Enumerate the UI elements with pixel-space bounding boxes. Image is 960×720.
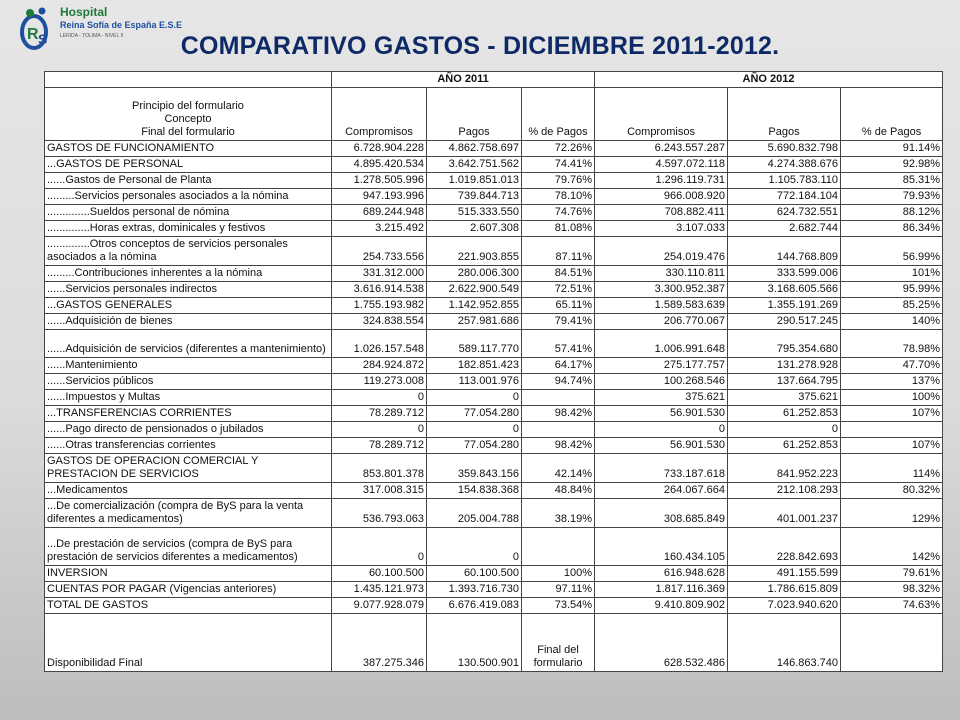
cell-pct-pagos-2012 — [841, 614, 943, 672]
cell-pagos-2012: 1.105.783.110 — [728, 173, 841, 189]
row-concept-label: ......Servicios públicos — [45, 374, 332, 390]
cell-pagos-2011: 0 — [427, 390, 522, 406]
cell-pct-pagos-2012: 88.12% — [841, 205, 943, 221]
cell-pagos-2012: 3.168.605.566 — [728, 282, 841, 298]
cell-pct-pagos-2011: 94.74% — [522, 374, 595, 390]
cell-pct-pagos-2012: 74.63% — [841, 598, 943, 614]
cell-pagos-2012: 1.786.615.809 — [728, 582, 841, 598]
cell-compromisos-2012: 616.948.628 — [595, 566, 728, 582]
svg-text:S: S — [38, 31, 48, 47]
cell-pagos-2011: 2.622.900.549 — [427, 282, 522, 298]
cell-pct-pagos-2012: 140% — [841, 314, 943, 330]
table-row — [45, 438, 943, 454]
cell-pct-pagos-2012: 47.70% — [841, 358, 943, 374]
cell-compromisos-2012: 6.243.557.287 — [595, 141, 728, 157]
table-row — [45, 330, 943, 358]
table-body — [45, 141, 943, 672]
cell-pagos-2011: 1.019.851.013 — [427, 173, 522, 189]
table-row — [45, 221, 943, 237]
table-row — [45, 314, 943, 330]
cell-pct-pagos-2011: 98.42% — [522, 406, 595, 422]
cell-compromisos-2011: 947.193.996 — [332, 189, 427, 205]
table-row — [45, 374, 943, 390]
cell-pagos-2012: 333.599.006 — [728, 266, 841, 282]
cell-pct-pagos-2011: 74.41% — [522, 157, 595, 173]
cell-compromisos-2011: 254.733.556 — [332, 237, 427, 266]
year-header-row — [45, 72, 943, 88]
cell-pagos-2011: 6.676.419.083 — [427, 598, 522, 614]
cell-pct-pagos-2011: 87.11% — [522, 237, 595, 266]
row-concept-label: INVERSION — [45, 566, 332, 582]
cell-pagos-2012: 1.355.191.269 — [728, 298, 841, 314]
cell-compromisos-2011: 0 — [332, 528, 427, 566]
cell-pagos-2011: 113.001.976 — [427, 374, 522, 390]
page-title: COMPARATIVO GASTOS - DICIEMBRE 2011-2012. — [180, 32, 780, 60]
cell-pagos-2011: 130.500.901 — [427, 614, 522, 672]
row-concept-label: CUENTAS POR PAGAR (Vigencias anteriores) — [45, 582, 332, 598]
row-concept-label: ......Gastos de Personal de Planta — [45, 173, 332, 189]
cell-pagos-2012: 290.517.245 — [728, 314, 841, 330]
table-row — [45, 422, 943, 438]
cell-pct-pagos-2012: 85.25% — [841, 298, 943, 314]
cell-pagos-2011: 60.100.500 — [427, 566, 522, 582]
cell-pagos-2012: 2.682.744 — [728, 221, 841, 237]
cell-pagos-2012: 228.842.693 — [728, 528, 841, 566]
cell-compromisos-2011: 317.008.315 — [332, 483, 427, 499]
col-pct-pagos-2011: % de Pagos — [522, 88, 595, 141]
cell-pct-pagos-2012: 85.31% — [841, 173, 943, 189]
cell-pagos-2012: 61.252.853 — [728, 406, 841, 422]
row-concept-label: ......Impuestos y Multas — [45, 390, 332, 406]
cell-compromisos-2012: 1.817.116.369 — [595, 582, 728, 598]
cell-pct-pagos-2011: 57.41% — [522, 330, 595, 358]
cell-compromisos-2011: 1.755.193.982 — [332, 298, 427, 314]
cell-compromisos-2011: 78.289.712 — [332, 406, 427, 422]
table-row — [45, 454, 943, 483]
col-compromisos-2011: Compromisos — [332, 88, 427, 141]
cell-pct-pagos-2012: 100% — [841, 390, 943, 406]
cell-compromisos-2012: 56.901.530 — [595, 406, 728, 422]
cell-pct-pagos-2012: 101% — [841, 266, 943, 282]
cell-compromisos-2011: 119.273.008 — [332, 374, 427, 390]
cell-pct-pagos-2012: 56.99% — [841, 237, 943, 266]
cell-compromisos-2012: 206.770.067 — [595, 314, 728, 330]
cell-pct-pagos-2012: 92.98% — [841, 157, 943, 173]
cell-pct-pagos-2011: 65.11% — [522, 298, 595, 314]
row-concept-label: ...De prestación de servicios (compra de ByS para prestación de servicios diferentes a medicamentos) — [45, 528, 332, 566]
cell-pct-pagos-2012: 137% — [841, 374, 943, 390]
cell-compromisos-2012: 254.019.476 — [595, 237, 728, 266]
cell-pagos-2012: 491.155.599 — [728, 566, 841, 582]
row-concept-label: ......Adquisición de servicios (diferentes a mantenimiento) — [45, 330, 332, 358]
cell-pagos-2012: 0 — [728, 422, 841, 438]
table-row — [45, 483, 943, 499]
cell-pct-pagos-2011: 97.11% — [522, 582, 595, 598]
cell-pct-pagos-2011: 73.54% — [522, 598, 595, 614]
cell-pct-pagos-2012: 91.14% — [841, 141, 943, 157]
row-concept-label: ......Otras transferencias corrientes — [45, 438, 332, 454]
cell-pagos-2012: 795.354.680 — [728, 330, 841, 358]
cell-compromisos-2012: 708.882.411 — [595, 205, 728, 221]
cell-pct-pagos-2012: 98.32% — [841, 582, 943, 598]
cell-pagos-2012: 144.768.809 — [728, 237, 841, 266]
table-row — [45, 390, 943, 406]
cell-compromisos-2011: 324.838.554 — [332, 314, 427, 330]
cell-pct-pagos-2012: 107% — [841, 406, 943, 422]
cell-pagos-2011: 4.862.758.697 — [427, 141, 522, 157]
table-row — [45, 298, 943, 314]
expenses-table — [44, 71, 943, 672]
logo-location: LERIDA - TOLIMA - NIVEL II — [60, 33, 124, 39]
svg-text:R: R — [27, 26, 39, 43]
cell-pct-pagos-2011: 98.42% — [522, 438, 595, 454]
cell-compromisos-2011: 284.924.872 — [332, 358, 427, 374]
cell-pct-pagos-2012: 79.61% — [841, 566, 943, 582]
row-concept-label: ......Pago directo de pensionados o jubilados — [45, 422, 332, 438]
year-2011-header: AÑO 2011 — [332, 72, 595, 88]
cell-compromisos-2011: 3.616.914.538 — [332, 282, 427, 298]
cell-pct-pagos-2012: 86.34% — [841, 221, 943, 237]
row-concept-label: ..............Sueldos personal de nómina — [45, 205, 332, 221]
cell-pagos-2011: 77.054.280 — [427, 438, 522, 454]
concept-label: Concepto — [164, 113, 212, 125]
cell-pct-pagos-2012: 107% — [841, 438, 943, 454]
cell-pct-pagos-2012: 95.99% — [841, 282, 943, 298]
cell-compromisos-2012: 3.300.952.387 — [595, 282, 728, 298]
row-concept-label: .........Servicios personales asociados a la nómina — [45, 189, 332, 205]
cell-pct-pagos-2012: 79.93% — [841, 189, 943, 205]
table-row — [45, 141, 943, 157]
table-row — [45, 266, 943, 282]
cell-compromisos-2012: 1.296.119.731 — [595, 173, 728, 189]
cell-pagos-2012: 61.252.853 — [728, 438, 841, 454]
col-pagos-2012: Pagos — [728, 88, 841, 141]
row-concept-label: ...GASTOS GENERALES — [45, 298, 332, 314]
cell-pct-pagos-2011: 64.17% — [522, 358, 595, 374]
table-row — [45, 358, 943, 374]
cell-pagos-2012: 137.664.795 — [728, 374, 841, 390]
cell-pct-pagos-2012: 80.32% — [841, 483, 943, 499]
cell-pct-pagos-2011: 79.76% — [522, 173, 595, 189]
cell-pagos-2012: 7.023.940.620 — [728, 598, 841, 614]
cell-pagos-2011: 280.006.300 — [427, 266, 522, 282]
cell-pagos-2011: 154.838.368 — [427, 483, 522, 499]
row-concept-label: Disponibilidad Final — [45, 614, 332, 672]
cell-pagos-2011: 0 — [427, 422, 522, 438]
cell-compromisos-2012: 308.685.849 — [595, 499, 728, 528]
cell-pagos-2011: 589.117.770 — [427, 330, 522, 358]
cell-pct-pagos-2012: 142% — [841, 528, 943, 566]
cell-compromisos-2012: 733.187.618 — [595, 454, 728, 483]
table-row — [45, 582, 943, 598]
row-concept-label: ......Mantenimiento — [45, 358, 332, 374]
cell-pagos-2011: 0 — [427, 528, 522, 566]
row-concept-label: ..............Otros conceptos de servicios personales asociados a la nómina — [45, 237, 332, 266]
table-row — [45, 528, 943, 566]
cell-pagos-2011: 1.142.952.855 — [427, 298, 522, 314]
cell-compromisos-2012: 56.901.530 — [595, 438, 728, 454]
row-concept-label: ...Medicamentos — [45, 483, 332, 499]
cell-pagos-2012: 401.001.237 — [728, 499, 841, 528]
table-row — [45, 237, 943, 266]
cell-compromisos-2012: 1.589.583.639 — [595, 298, 728, 314]
concept-header — [45, 88, 332, 141]
cell-compromisos-2011: 6.728.904.228 — [332, 141, 427, 157]
row-concept-label: TOTAL DE GASTOS — [45, 598, 332, 614]
cell-compromisos-2011: 1.278.505.996 — [332, 173, 427, 189]
row-concept-label: ...GASTOS DE PERSONAL — [45, 157, 332, 173]
cell-pct-pagos-2011: 42.14% — [522, 454, 595, 483]
cell-pagos-2011: 2.607.308 — [427, 221, 522, 237]
cell-compromisos-2011: 1.435.121.973 — [332, 582, 427, 598]
cell-pct-pagos-2012: 129% — [841, 499, 943, 528]
cell-compromisos-2011: 536.793.063 — [332, 499, 427, 528]
cell-pct-pagos-2011: 78.10% — [522, 189, 595, 205]
cell-compromisos-2012: 628.532.486 — [595, 614, 728, 672]
cell-pct-pagos-2011: Final del formulario — [522, 614, 595, 672]
table-row — [45, 189, 943, 205]
cell-compromisos-2011: 9.077.928.079 — [332, 598, 427, 614]
column-header-row — [45, 88, 943, 141]
row-concept-label: ...TRANSFERENCIAS CORRIENTES — [45, 406, 332, 422]
cell-pagos-2011: 221.903.855 — [427, 237, 522, 266]
table-row — [45, 157, 943, 173]
cell-pagos-2011: 3.642.751.562 — [427, 157, 522, 173]
cell-pagos-2011: 739.844.713 — [427, 189, 522, 205]
cell-pagos-2011: 1.393.716.730 — [427, 582, 522, 598]
cell-pct-pagos-2011: 72.26% — [522, 141, 595, 157]
cell-pagos-2011: 257.981.686 — [427, 314, 522, 330]
table-row — [45, 173, 943, 189]
table-row — [45, 205, 943, 221]
logo-hospital-name: Reina Sofía de España E.S.E — [60, 20, 183, 30]
cell-compromisos-2011: 78.289.712 — [332, 438, 427, 454]
cell-compromisos-2011: 1.026.157.548 — [332, 330, 427, 358]
cell-pct-pagos-2011: 38.19% — [522, 499, 595, 528]
table-row — [45, 566, 943, 582]
cell-pct-pagos-2012: 78.98% — [841, 330, 943, 358]
row-concept-label: ...De comercialización (compra de ByS para la venta diferentes a medicamentos) — [45, 499, 332, 528]
cell-pagos-2011: 515.333.550 — [427, 205, 522, 221]
cell-compromisos-2012: 275.177.757 — [595, 358, 728, 374]
cell-compromisos-2012: 3.107.033 — [595, 221, 728, 237]
cell-compromisos-2012: 9.410.809.902 — [595, 598, 728, 614]
cell-pct-pagos-2011: 81.08% — [522, 221, 595, 237]
cell-pagos-2012: 212.108.293 — [728, 483, 841, 499]
col-compromisos-2012: Compromisos — [595, 88, 728, 141]
cell-compromisos-2011: 60.100.500 — [332, 566, 427, 582]
cell-pct-pagos-2011: 100% — [522, 566, 595, 582]
cell-pagos-2012: 375.621 — [728, 390, 841, 406]
row-concept-label: ......Servicios personales indirectos — [45, 282, 332, 298]
table-row — [45, 499, 943, 528]
table-row — [45, 406, 943, 422]
cell-pagos-2011: 77.054.280 — [427, 406, 522, 422]
cell-compromisos-2012: 1.006.991.648 — [595, 330, 728, 358]
cell-compromisos-2011: 3.215.492 — [332, 221, 427, 237]
cell-compromisos-2011: 331.312.000 — [332, 266, 427, 282]
cell-compromisos-2011: 4.895.420.534 — [332, 157, 427, 173]
cell-pct-pagos-2012: 114% — [841, 454, 943, 483]
cell-pct-pagos-2011: 48.84% — [522, 483, 595, 499]
cell-pct-pagos-2011 — [522, 390, 595, 406]
logo-hospital-label: Hospital — [60, 5, 108, 19]
empty-corner-cell — [45, 72, 332, 88]
cell-compromisos-2011: 0 — [332, 390, 427, 406]
cell-pct-pagos-2011: 74.76% — [522, 205, 595, 221]
cell-pagos-2012: 4.274.388.676 — [728, 157, 841, 173]
row-concept-label: .........Contribuciones inherentes a la nómina — [45, 266, 332, 282]
cell-compromisos-2011: 853.801.378 — [332, 454, 427, 483]
cell-compromisos-2012: 0 — [595, 422, 728, 438]
form-start-label: Principio del formulario — [132, 100, 244, 112]
cell-compromisos-2012: 4.597.072.118 — [595, 157, 728, 173]
col-pct-pagos-2012: % de Pagos — [841, 88, 943, 141]
cell-compromisos-2012: 375.621 — [595, 390, 728, 406]
cell-compromisos-2011: 387.275.346 — [332, 614, 427, 672]
cell-pagos-2012: 146.863.740 — [728, 614, 841, 672]
cell-pagos-2011: 359.843.156 — [427, 454, 522, 483]
cell-pct-pagos-2011 — [522, 528, 595, 566]
cell-pct-pagos-2011: 79.41% — [522, 314, 595, 330]
year-2012-header: AÑO 2012 — [595, 72, 943, 88]
cell-compromisos-2012: 160.434.105 — [595, 528, 728, 566]
cell-pct-pagos-2011: 84.51% — [522, 266, 595, 282]
row-concept-label: ......Adquisición de bienes — [45, 314, 332, 330]
table-row — [45, 614, 943, 672]
cell-compromisos-2012: 264.067.664 — [595, 483, 728, 499]
row-concept-label: GASTOS DE FUNCIONAMIENTO — [45, 141, 332, 157]
cell-pagos-2012: 841.952.223 — [728, 454, 841, 483]
cell-pagos-2011: 182.851.423 — [427, 358, 522, 374]
cell-compromisos-2011: 0 — [332, 422, 427, 438]
cell-pagos-2012: 5.690.832.798 — [728, 141, 841, 157]
cell-compromisos-2012: 100.268.546 — [595, 374, 728, 390]
cell-pagos-2012: 624.732.551 — [728, 205, 841, 221]
cell-pagos-2012: 131.278.928 — [728, 358, 841, 374]
row-concept-label: ..............Horas extras, dominicales y festivos — [45, 221, 332, 237]
cell-pct-pagos-2012 — [841, 422, 943, 438]
cell-compromisos-2011: 689.244.948 — [332, 205, 427, 221]
col-pagos-2011: Pagos — [427, 88, 522, 141]
row-concept-label: GASTOS DE OPERACION COMERCIAL Y PRESTACION DE SERVICIOS — [45, 454, 332, 483]
cell-pagos-2012: 772.184.104 — [728, 189, 841, 205]
cell-compromisos-2012: 966.008.920 — [595, 189, 728, 205]
table-row — [45, 282, 943, 298]
cell-compromisos-2012: 330.110.811 — [595, 266, 728, 282]
cell-pct-pagos-2011: 72.51% — [522, 282, 595, 298]
cell-pct-pagos-2011 — [522, 422, 595, 438]
cell-pagos-2011: 205.004.788 — [427, 499, 522, 528]
table-row — [45, 598, 943, 614]
form-end-label: Final del formulario — [141, 126, 235, 138]
